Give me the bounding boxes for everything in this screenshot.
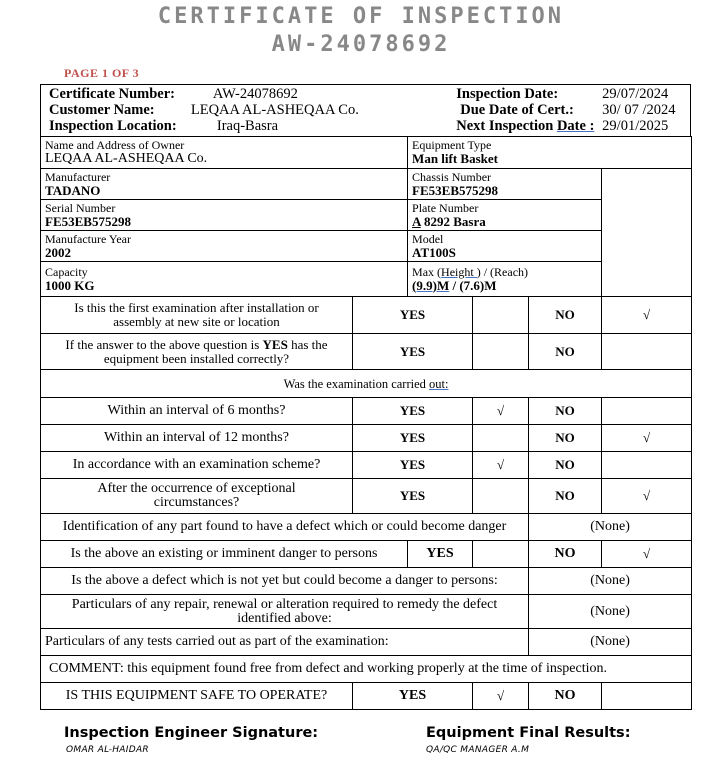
final-results-signature: QA/QC MANAGER A.M — [426, 745, 530, 755]
capacity-cell: Capacity 1000 KG — [41, 262, 408, 297]
future-defect-text: Is the above a defect which is not yet but could become a danger to persons: — [41, 568, 529, 595]
safe-to-operate-yes: YES — [353, 683, 473, 710]
interval-question: In accordance with an examination scheme? — [41, 452, 353, 479]
installed-correctly-question: If the answer to the above question is YES has the equipment been installed correctly? — [41, 334, 353, 370]
imminent-danger-yes: YES — [408, 541, 473, 568]
installed-correctly-yes: YES — [353, 334, 473, 370]
interval-question: After the occurrence of exceptional circumstances? — [41, 479, 353, 514]
interval-yes-tick — [473, 425, 529, 452]
first-exam-no: NO — [529, 297, 602, 334]
next-inspection-label: Next Inspection Date : — [456, 118, 595, 134]
manufacturer-cell: Manufacturer TADANO — [41, 169, 408, 200]
tests-particulars-text: Particulars of any tests carried out as part of the examination: — [41, 629, 529, 656]
customer-name-label: Customer Name: — [49, 102, 155, 118]
interval-no: NO — [529, 452, 602, 479]
imminent-danger-yes-tick — [473, 541, 529, 568]
max-height-reach-cell: Max (Height ) / (Reach) (9.9)M / (7.6)M — [408, 262, 602, 297]
inspection-table — [40, 136, 692, 710]
safe-to-operate-no: NO — [529, 683, 602, 710]
engineer-signature-label: Inspection Engineer Signature: — [64, 725, 319, 741]
interval-yes: YES — [353, 398, 473, 425]
inspection-date-label: Inspection Date: — [456, 86, 559, 102]
interval-no: NO — [529, 425, 602, 452]
owner-cell: Name and Address of Owner LEQAA AL-ASHEQAA Co. — [41, 137, 408, 169]
interval-yes-tick: √ — [473, 398, 529, 425]
due-date-label: Due Date of Cert.: — [460, 102, 574, 118]
imminent-danger-text: Is the above an existing or imminent danger to persons — [41, 541, 408, 568]
interval-no-tick — [602, 452, 692, 479]
defect-identification-text: Identification of any part found to have a defect which or could become danger — [41, 514, 529, 541]
plate-number-cell: Plate Number A 8292 Basra — [408, 200, 602, 231]
interval-no-tick: √ — [602, 479, 692, 514]
due-date-value: 30/ 07 /2024 — [602, 102, 676, 118]
certificate-number-title: AW-24078692 — [271, 32, 451, 57]
page-indicator: PAGE 1 OF 3 — [64, 66, 140, 80]
installed-correctly-no-tick — [602, 334, 692, 370]
interval-question: Within an interval of 6 months? — [41, 398, 353, 425]
certificate-title: CERTIFICATE OF INSPECTION — [157, 4, 565, 29]
next-inspection-value: 29/01/2025 — [602, 118, 669, 134]
interval-no: NO — [529, 398, 602, 425]
chassis-number-cell: Chassis Number FE53EB575298 — [408, 169, 602, 200]
installed-correctly-no: NO — [529, 334, 602, 370]
safe-to-operate-question: IS THIS EQUIPMENT SAFE TO OPERATE? — [41, 683, 353, 710]
first-exam-yes: YES — [353, 297, 473, 334]
serial-number-cell: Serial Number FE53EB575298 — [41, 200, 408, 231]
final-results-label: Equipment Final Results: — [426, 725, 631, 741]
model-cell: Model AT100S — [408, 231, 602, 262]
first-exam-yes-tick — [473, 297, 529, 334]
defect-identification-value: (None) — [529, 514, 692, 541]
certificate-number-value: AW-24078692 — [212, 86, 298, 102]
customer-name-value: LEQAA AL-ASHEQAA Co. — [190, 102, 359, 118]
inspection-location-value: Iraq-Basra — [216, 118, 279, 134]
repair-particulars-text: Particulars of any repair, renewal or alteration required to remedy the defect identified above: — [41, 595, 529, 629]
certificate-sheet — [40, 84, 691, 710]
manufacture-year-cell: Manufacture Year 2002 — [41, 231, 408, 262]
interval-no: NO — [529, 479, 602, 514]
interval-yes-tick — [473, 479, 529, 514]
first-exam-no-tick: √ — [602, 297, 692, 334]
interval-yes: YES — [353, 425, 473, 452]
interval-yes-tick: √ — [473, 452, 529, 479]
interval-question: Within an interval of 12 months? — [41, 425, 353, 452]
examination-carried-out-heading: Was the examination carried out: — [41, 370, 692, 398]
safe-to-operate-no-tick — [602, 683, 692, 710]
interval-yes: YES — [353, 479, 473, 514]
future-defect-value: (None) — [529, 568, 692, 595]
installed-correctly-yes-tick — [473, 334, 529, 370]
first-exam-question: Is this the first examination after installation or assembly at new site or location — [41, 297, 353, 334]
header-block — [40, 84, 691, 136]
comment: COMMENT: this equipment found free from defect and working properly at the time of inspection. — [41, 656, 692, 683]
equipment-type-cell: Equipment Type Man lift Basket — [408, 137, 692, 169]
safe-to-operate-yes-tick: √ — [473, 683, 529, 710]
interval-no-tick — [602, 398, 692, 425]
interval-yes: YES — [353, 452, 473, 479]
repair-particulars-value: (None) — [529, 595, 692, 629]
imminent-danger-no: NO — [529, 541, 602, 568]
tests-particulars-value: (None) — [529, 629, 692, 656]
engineer-signature-name: OMAR AL-HAIDAR — [66, 745, 149, 755]
inspection-location-label: Inspection Location: — [49, 118, 177, 134]
interval-no-tick: √ — [602, 425, 692, 452]
blank-cell — [602, 169, 692, 297]
imminent-danger-no-tick: √ — [602, 541, 692, 568]
certificate-number-label: Certificate Number: — [49, 86, 176, 102]
inspection-date-value: 29/07/2024 — [602, 86, 669, 102]
